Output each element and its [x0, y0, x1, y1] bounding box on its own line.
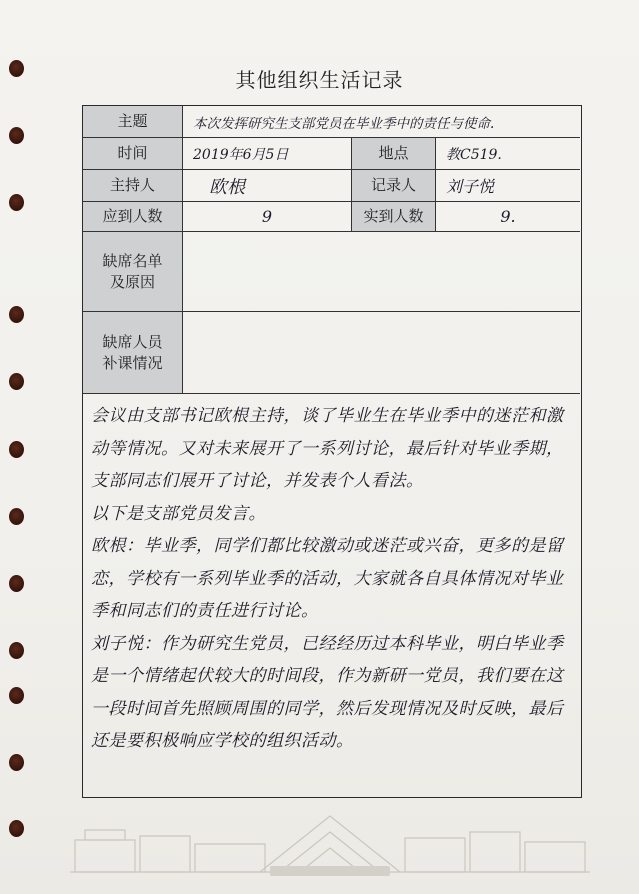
binder-hole	[9, 754, 24, 771]
binder-hole	[9, 820, 24, 837]
host-value: 欧根	[183, 170, 352, 202]
topic-value: 本次发挥研究生支部党员在毕业季中的责任与使命.	[183, 106, 580, 138]
makeup-label	[83, 312, 183, 394]
record-paragraph: 以下是支部党员发言。	[91, 503, 266, 524]
binder-hole	[9, 508, 24, 525]
record-text	[91, 400, 573, 758]
binder-hole	[9, 575, 24, 592]
absent-list-label-line1: 缺席名单	[102, 251, 163, 270]
binder-hole	[9, 127, 24, 144]
topic-label: 主题	[83, 106, 183, 138]
makeup-label-line2: 补课情况	[102, 353, 163, 372]
actual-count-label: 实到人数	[352, 202, 436, 232]
binder-hole	[9, 441, 24, 458]
actual-count-value: 9.	[436, 202, 580, 232]
expected-count-value: 9	[183, 202, 352, 232]
record-paragraph: 欧根：毕业季，同学们都比较激动或迷茫或兴奋，更多的是留恋，学校有一系列毕业季的活动，大家就各自具体情况对毕业季和同志们的责任进行讨论。	[91, 536, 564, 621]
expected-count-label: 应到人数	[83, 202, 183, 232]
time-value: 2019年6月5日	[183, 138, 352, 170]
makeup-value	[183, 312, 580, 394]
absent-list-label-line2: 及原因	[109, 272, 155, 291]
host-label: 主持人	[83, 170, 183, 202]
binder-hole	[9, 194, 24, 211]
record-form	[82, 105, 582, 798]
time-label: 时间	[83, 138, 183, 170]
recorder-value: 刘子悦	[436, 170, 580, 202]
page-title: 其他组织生活记录	[235, 68, 404, 92]
recorder-label: 记录人	[352, 170, 436, 202]
binder-hole	[9, 306, 24, 323]
location-value: 教C519.	[436, 138, 580, 170]
location-label: 地点	[352, 138, 436, 170]
absent-list-value	[183, 232, 580, 312]
makeup-label-line1: 缺席人员	[102, 332, 163, 351]
record-content-area	[83, 394, 580, 796]
absent-list-label	[83, 232, 183, 312]
record-paragraph: 会议由支部书记欧根主持，谈了毕业生在毕业季中的迷茫和激动等情况。又对未来展开了一系列讨论，最后针对毕业季期，支部同志们展开了讨论，并发表个人看法。	[91, 406, 564, 491]
binder-hole	[9, 642, 24, 659]
binder-hole	[9, 373, 24, 390]
record-paragraph: 刘子悦：作为研究生党员，已经经历过本科毕业，明白毕业季是一个情绪起伏较大的时间段，作为新研一党员，我们要在这一段时间首先照顾周围的同学，然后发现情况及时反映，最后还是要积极响应学校的组织活动。	[91, 633, 564, 751]
campus-watermark	[70, 808, 590, 878]
binder-hole	[9, 687, 24, 704]
